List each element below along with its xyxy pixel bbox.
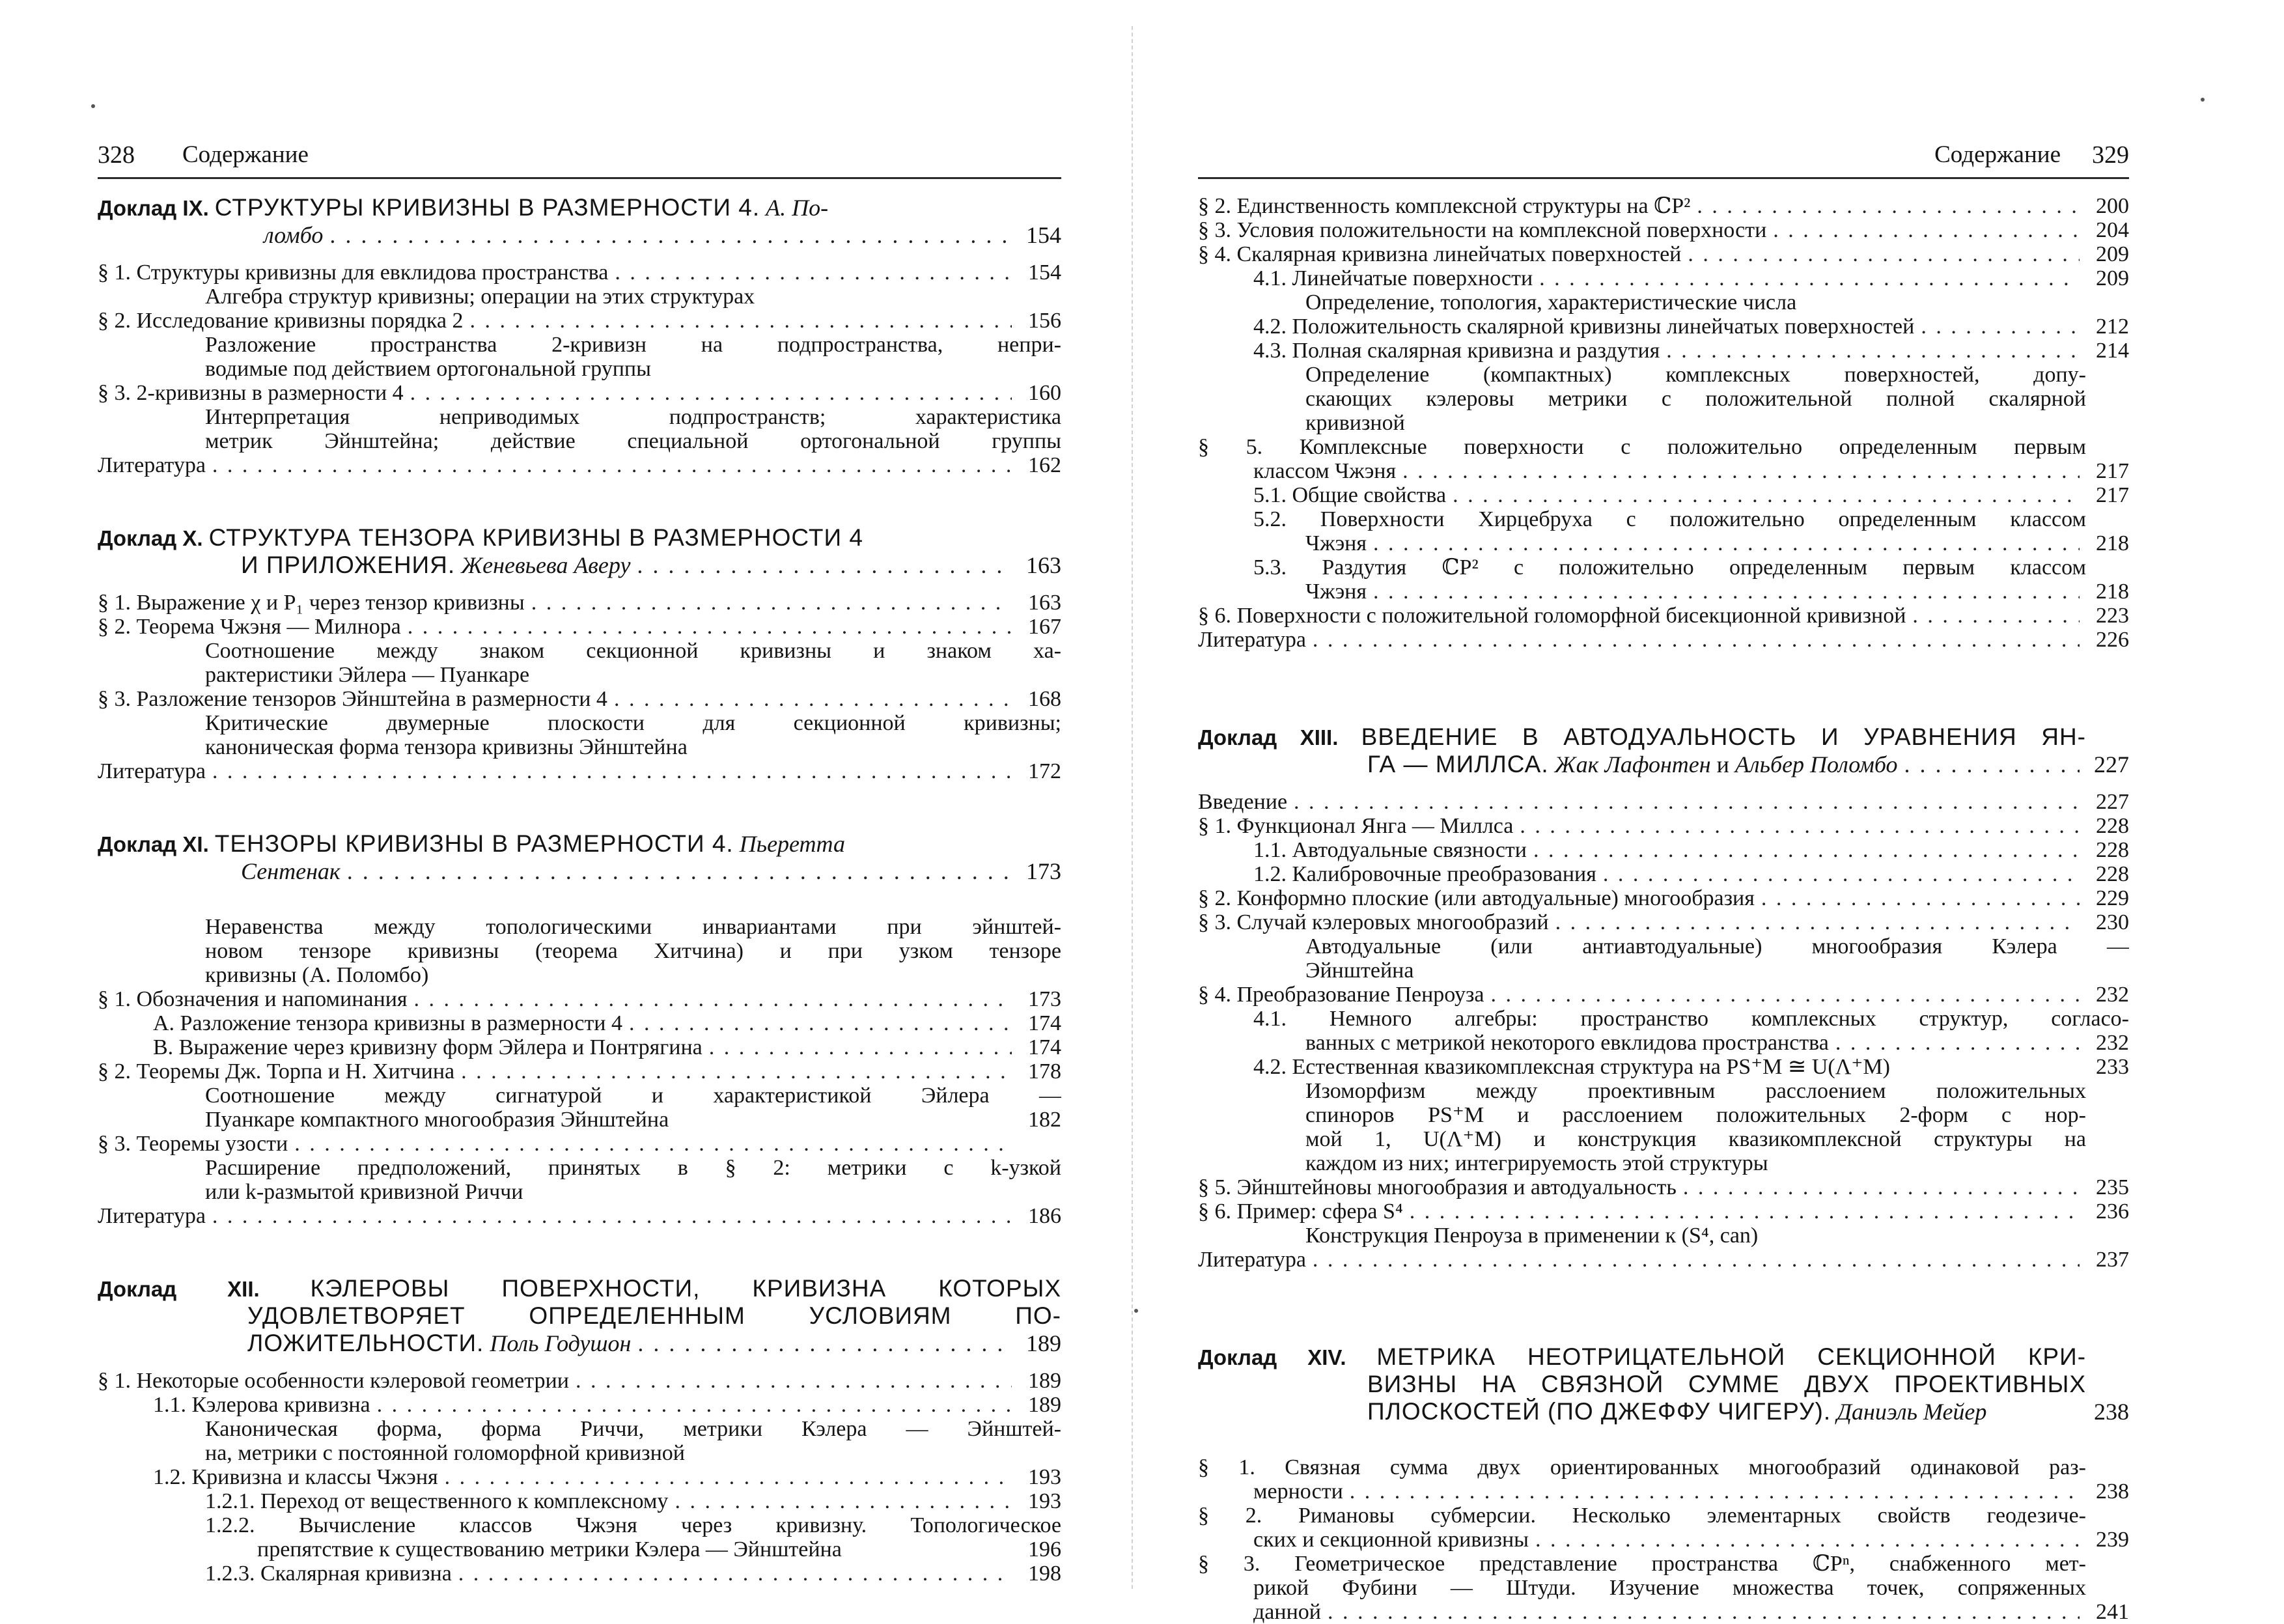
toc-section[interactable]: § 3. 2-кривизны в размерности 4 . . . 160 [98, 381, 1061, 405]
toc-subsection[interactable]: 4.1. Линейчатые поверхности . . . 209 [1198, 266, 2129, 290]
toc-section[interactable]: § 1. Некоторые особенности кэлеровой геометрии . . . 189 [98, 1369, 1061, 1393]
report-title-line: Доклад XIV. МЕТРИКА НЕОТРИЦАТЕЛЬНОЙ СЕКЦИОННОЙ КРИ- [1198, 1343, 2087, 1370]
toc-section-desc: Определение, топология, характеристические числа [1305, 290, 1797, 315]
toc-section-desc: Изоморфизм между проективным расслоением положительных [1305, 1079, 2086, 1103]
toc-report-14[interactable] [1198, 1343, 2129, 1624]
toc-literature[interactable]: Литература . . . 226 [1198, 628, 2129, 652]
toc-report-9[interactable] [98, 194, 1061, 477]
toc-section-desc: мой 1, U(Λ⁺M) и конструкция квазикомплексной структуры на [1305, 1127, 2086, 1151]
toc-section[interactable]: § 3. Разложение тензоров Эйнштейна в размерности 4 . . . 168 [98, 687, 1061, 711]
page-ref: 163 [1026, 552, 1061, 578]
print-speck [2201, 98, 2205, 102]
toc-section-desc: на, метрики с постоянной голоморфной кривизной [205, 1441, 685, 1465]
toc-literature[interactable]: Литература . . . 162 [98, 453, 1061, 477]
toc-section-desc: Критические двумерные плоскости для секционной кривизны; [205, 711, 1061, 735]
toc-section-desc: Конструкция Пенроуза в применении к (S⁴, can) [1305, 1224, 1759, 1248]
page-ref: 189 [1026, 1330, 1061, 1356]
toc-section-desc: Соотношение между сигнатурой и характеристикой Эйлера — [205, 1084, 1061, 1108]
toc-section-desc: Соотношение между знаком секционной кривизны и знаком ха- [205, 639, 1061, 663]
toc-subsection[interactable]: 1.2. Калибровочные преобразования . . . 228 [1198, 862, 2129, 886]
toc-subsection[interactable]: 5.1. Общие свойства . . . 217 [1198, 483, 2129, 507]
toc-subsubsection[interactable]: 1.2.1. Переход от вещественного к комплексному . . . 193 [98, 1489, 1061, 1513]
toc-subsection[interactable]: 1.2. Кривизна и классы Чжэня . . . 193 [98, 1465, 1061, 1489]
report-title-line: Доклад XIII. ВВЕДЕНИЕ В АВТОДУАЛЬНОСТЬ И УРАВНЕНИЯ ЯН- [1198, 723, 2086, 750]
toc-section[interactable]: § 2. Римановы субмерсии. Несколько элементарных свойств геодезиче- [1198, 1504, 2086, 1528]
page-ref: 154 [1026, 222, 1061, 248]
toc-subsubsection-cont: препятствие к существованию метрики Кэлера — Эйнштейна 196 [257, 1537, 1061, 1561]
toc-left [98, 194, 1061, 1586]
page-ref: 173 [1026, 858, 1061, 884]
report-author-line: ЛОЖИТЕЛЬНОСТИ. Поль Годушон . . . 189 [98, 1330, 1061, 1357]
toc-section[interactable]: § 2. Конформно плоские (или автодуальные) многообразия . . . 229 [1198, 886, 2129, 910]
toc-section-desc: спиноров PS⁺M и расслоением положительных 2-форм с нор- [1305, 1103, 2086, 1127]
toc-section-desc: Эйнштейна [1305, 959, 1414, 983]
toc-subsection[interactable]: 4.2. Естественная квазикомплексная структура на PS⁺M ≅ U(Λ⁺M) 233 [1253, 1055, 2129, 1079]
toc-literature[interactable]: Литература . . . 186 [98, 1204, 1061, 1228]
toc-section[interactable]: § 4. Преобразование Пенроуза . . . 232 [1198, 983, 2129, 1007]
toc-literature[interactable]: Литература . . . 237 [1198, 1248, 2129, 1272]
toc-subsection[interactable]: 1.1. Автодуальные связности . . . 228 [1198, 838, 2129, 862]
toc-section[interactable]: § 6. Пример: сфера S⁴ . . . 236 [1198, 1199, 2129, 1224]
toc-section[interactable]: § 1. Структуры кривизны для евклидова пространства . . . 154 [98, 260, 1061, 285]
toc-section-desc: каноническая форма тензора кривизны Эйнштейна [205, 735, 688, 759]
report-title-line: УДОВЛЕТВОРЯЕТ ОПРЕДЕЛЕННЫМ УСЛОВИЯМ ПО- [247, 1302, 1061, 1329]
toc-subsubsection[interactable]: 1.2.3. Скалярная кривизна . . . 198 [98, 1561, 1061, 1586]
toc-intro[interactable]: Введение . . . 227 [1198, 790, 2129, 814]
toc-section[interactable]: § 4. Скалярная кривизна линейчатых поверхностей . . . 209 [1198, 242, 2129, 266]
toc-subsection[interactable]: 4.1. Немного алгебры: пространство комплексных структур, согласо- [1253, 1007, 2129, 1031]
toc-report-11[interactable] [98, 830, 1061, 1228]
running-head [98, 137, 1061, 173]
book-binding-gutter [1132, 26, 1133, 1589]
toc-section-desc: Разложение пространства 2-кривизн на подпространства, непри- [205, 333, 1061, 357]
toc-section[interactable]: § 3. Условия положительности на комплексной поверхности . . . 204 [1198, 218, 2129, 242]
report-title-line: Доклад IX. СТРУКТУРЫ КРИВИЗНЫ В РАЗМЕРНОСТИ 4. А. По- [98, 194, 829, 221]
toc-subsection[interactable]: B. Выражение через кривизну форм Эйлера и Понтрягина . . . 174 [98, 1035, 1061, 1059]
toc-section-desc: Алгебра структур кривизны; операции на этих структурах [205, 285, 755, 309]
toc-section[interactable]: § 1. Функционал Янга — Миллса . . . 228 [1198, 814, 2129, 838]
toc-intro-desc: Неравенства между топологическими инвариантами при эйнштей- [205, 915, 1061, 939]
header-rule [98, 177, 1061, 179]
toc-section-desc: или k-размытой кривизной Риччи [205, 1180, 523, 1204]
toc-section[interactable]: § 5. Эйнштейновы многообразия и автодуальность . . . 235 [1198, 1175, 2129, 1199]
running-head-title: Содержание [1934, 141, 2061, 168]
toc-intro-desc: кривизны (А. Поломбо) [205, 963, 429, 987]
toc-subsection-cont: Чжэня . . . 218 [1198, 580, 2129, 604]
toc-section[interactable]: § 2. Исследование кривизны порядка 2 . . . 156 [98, 309, 1061, 333]
toc-section-desc: Каноническая форма, форма Риччи, метрики Кэлера — Эйнштей- [205, 1417, 1061, 1441]
toc-section-cont: классом Чжэня . . . 217 [1198, 459, 2129, 483]
toc-section-desc: Пуанкаре компактного многообразия Эйнштейна 182 [205, 1108, 1061, 1132]
toc-section-desc: рактеристики Эйлера — Пуанкаре [205, 663, 530, 687]
toc-subsection[interactable]: A. Разложение тензора кривизны в размерности 4 . . . 174 [98, 1011, 1061, 1035]
toc-section-cont: ских и секционной кривизны . . . 239 [1198, 1528, 2129, 1552]
toc-section-desc: Расширение предположений, принятых в § 2: метрики с k-узкой [205, 1156, 1061, 1180]
left-page [98, 0, 1061, 1615]
report-title-line: Доклад XII. КЭЛЕРОВЫ ПОВЕРХНОСТИ, КРИВИЗНА КОТОРЫХ [98, 1275, 1061, 1302]
header-rule [1198, 177, 2129, 179]
toc-subsection[interactable]: 4.2. Положительность скалярной кривизны линейчатых поверхностей . . . 212 [1198, 315, 2129, 339]
toc-right [1198, 194, 2129, 1624]
toc-subsection[interactable]: 4.3. Полная скалярная кривизна и раздутия . . . 214 [1198, 339, 2129, 363]
page-ref: 238 [2094, 1399, 2129, 1425]
toc-literature[interactable]: Литература . . . 172 [98, 759, 1061, 783]
toc-report-10[interactable] [98, 524, 1061, 783]
toc-section-cont: мерности . . . 238 [1198, 1479, 2129, 1504]
report-title-line: Доклад X. СТРУКТУРА ТЕНЗОРА КРИВИЗНЫ В РАЗМЕРНОСТИ 4 [98, 524, 863, 551]
toc-section[interactable]: § 5. Комплексные поверхности с положительно определенным первым [1198, 435, 2086, 459]
report-author-line: И ПРИЛОЖЕНИЯ. Женевьева Аверу . . . 163 [98, 552, 1061, 579]
toc-section[interactable]: § 2. Теоремы Дж. Торпа и Н. Хитчина . . . 178 [98, 1059, 1061, 1084]
print-speck [91, 104, 95, 108]
toc-section[interactable]: § 2. Теорема Чжэня — Милнора . . . 167 [98, 615, 1061, 639]
toc-section-desc: водимые под действием ортогональной группы [205, 357, 651, 381]
toc-section-desc: кривизной [1305, 411, 1405, 435]
toc-section[interactable]: § 1. Обозначения и напоминания . . . 173 [98, 987, 1061, 1011]
page-ref: 227 [2094, 751, 2129, 777]
toc-report-12-cont[interactable] [1198, 194, 2129, 652]
toc-section[interactable]: § 2. Единственность комплексной структуры на ℂP² . . . 200 [1198, 194, 2129, 218]
toc-section-cont: рикой Фубини — Штуди. Изучение множества точек, сопряженных [1253, 1576, 2086, 1600]
toc-section[interactable]: § 1. Связная сумма двух ориентированных многообразий одинаковой раз- [1198, 1455, 2086, 1479]
toc-subsection[interactable]: 1.1. Кэлерова кривизна . . . 189 [98, 1393, 1061, 1417]
toc-subsection-cont: ванных с метрикой некоторого евклидова пространства . . . 232 [1198, 1031, 2129, 1055]
report-author-line: ГА — МИЛЛСА. Жак Лафонтен и Альбер Поломбо . . . 227 [1198, 751, 2129, 778]
report-author-line: Сентенак . . . 173 [98, 858, 1061, 885]
toc-subsection[interactable]: 5.3. Раздутия ℂP² с положительно определенным первым классом [1253, 555, 2086, 580]
toc-section-desc: каждом из них; интегрируемость этой структуры [1305, 1151, 1768, 1175]
toc-subsection-cont: Чжэня . . . 218 [1198, 531, 2129, 555]
toc-subsection[interactable]: 5.2. Поверхности Хирцебруха с положительно определенным классом [1253, 507, 2086, 531]
toc-report-13[interactable] [1198, 723, 2129, 1272]
toc-intro-desc: новом тензоре кривизны (теорема Хитчина) и при узком тензоре [205, 939, 1061, 963]
toc-section[interactable]: § 3. Теоремы узости . . . [98, 1132, 1061, 1156]
toc-section[interactable]: § 3. Геометрическое представление пространства ℂPⁿ, снабженного мет- [1198, 1552, 2086, 1576]
report-author-line: ПЛОСКОСТЕЙ (ПО ДЖЕФФУ ЧИГЕРУ). Даниэль Мейер 238 [1367, 1398, 2129, 1425]
toc-section-cont: данной . . . 241 [1198, 1600, 2129, 1624]
toc-section-desc: Интерпретация неприводимых подпространств; характеристика [205, 405, 1061, 429]
running-head-title: Содержание [182, 141, 309, 168]
toc-section-desc: Автодуальные (или антиавтодуальные) многообразия Кэлера — [1305, 934, 2129, 959]
print-speck [1134, 1309, 1138, 1313]
report-title-line: ВИЗНЫ НА СВЯЗНОЙ СУММЕ ДВУХ ПРОЕКТИВНЫХ [1367, 1371, 2086, 1397]
toc-section[interactable]: § 3. Случай кэлеровых многообразий . . . 230 [1198, 910, 2129, 934]
running-head [1198, 137, 2129, 173]
toc-section[interactable]: § 1. Выражение χ и P₁ через тензор кривизны . . . 163 [98, 591, 1061, 615]
report-author-line: ломбо . . . 154 [98, 221, 1061, 249]
toc-section-desc: скающих кэлеровы метрики с положительной полной скалярной [1305, 387, 2086, 411]
right-page [1198, 0, 2129, 1624]
report-title-line: Доклад XI. ТЕНЗОРЫ КРИВИЗНЫ В РАЗМЕРНОСТИ 4. Пьеретта [98, 830, 845, 857]
page-number: 328 [98, 141, 135, 169]
page-number: 329 [2092, 141, 2129, 169]
toc-subsubsection[interactable]: 1.2.2. Вычисление классов Чжэня через кривизну. Топологическое [205, 1513, 1061, 1537]
toc-report-12[interactable] [98, 1275, 1061, 1586]
toc-section[interactable]: § 6. Поверхности с положительной голоморфной бисекционной кривизной . . . 223 [1198, 604, 2129, 628]
toc-section-desc: Определение (компактных) комплексных поверхностей, допу- [1305, 363, 2086, 387]
toc-section-desc: метрик Эйнштейна; действие специальной ортогональной группы [205, 429, 1061, 453]
